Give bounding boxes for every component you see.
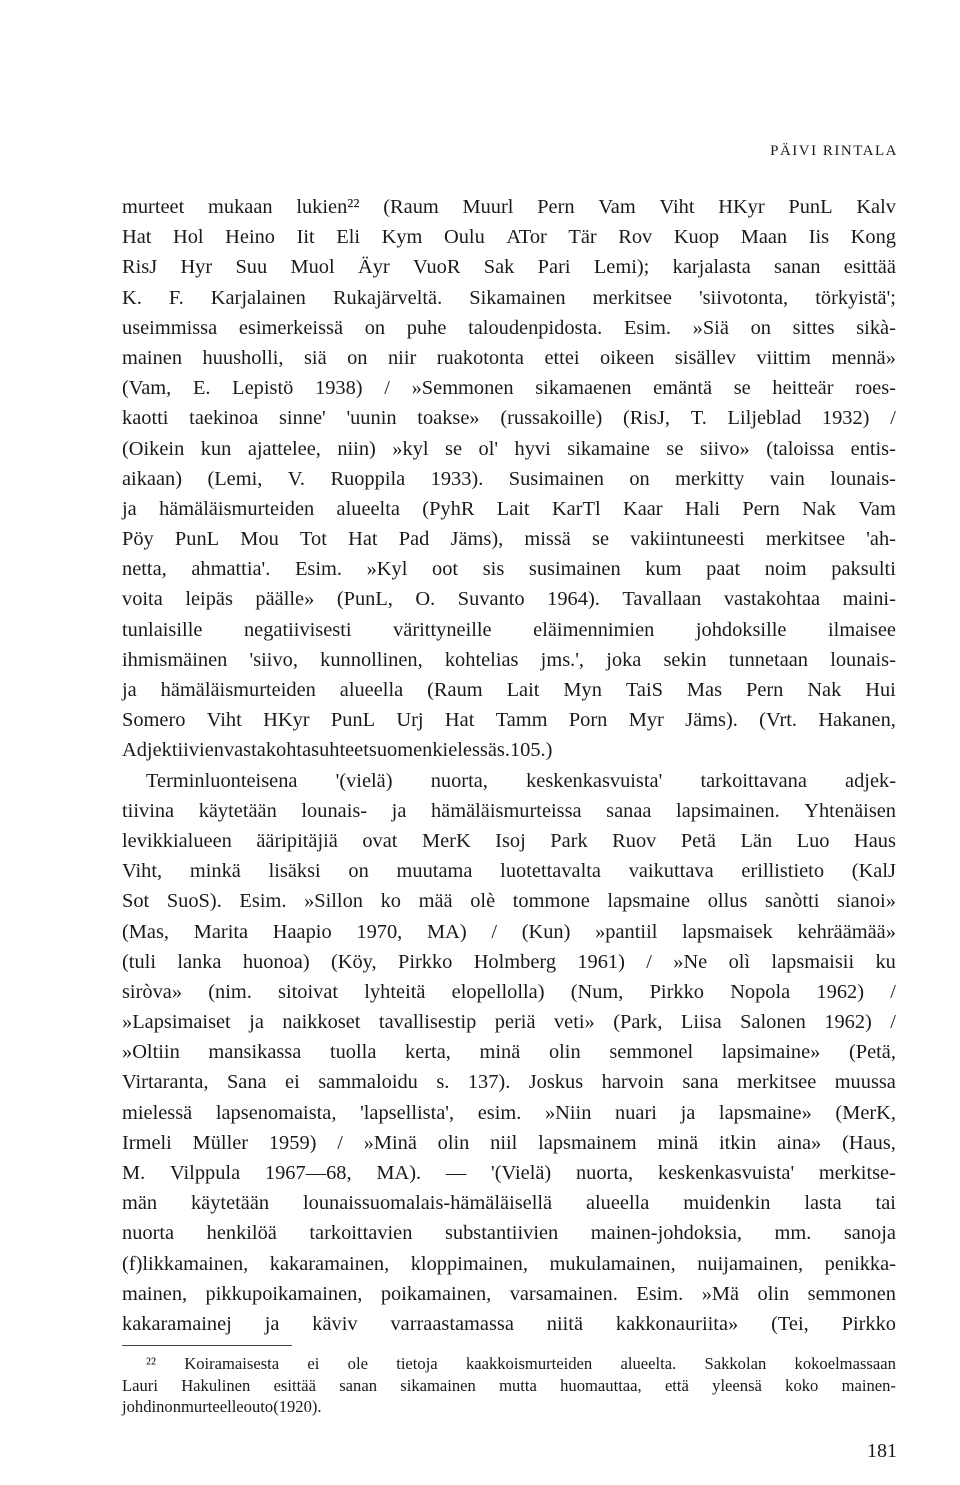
text-line: RisJ Hyr Suu Muol Äyr VuoR Sak Pari Lemi); karjalasta sanan esittää — [122, 256, 896, 279]
text-line: (Oikein kun ajattelee, niin) »kyl se ol' hyvi sikamaine se siivo» (taloissa entis- — [122, 437, 896, 460]
text-line: Pöy PunL Mou Tot Hat Pad Jäms), missä se vakiintuneesti merkitsee 'ah- — [122, 528, 896, 551]
text-line: mielessä lapsenomaista, 'lapsellista', esim. »Niin nuari ja lapsmaine» (MerK, — [122, 1101, 896, 1124]
body-text — [122, 192, 896, 1339]
text-line: Somero Viht HKyr PunL Urj Hat Tamm Porn Myr Jäms). (Vrt. Hakanen, — [122, 709, 896, 732]
text-line: »Lapsimaiset ja naikkoset tavallisestip periä veti» (Park, Liisa Salonen 1962) / — [122, 1011, 896, 1034]
text-line: kakaramainej ja käviv varraastamassa niitä kakkonauriita» (Tei, Pirkko — [122, 1312, 896, 1335]
text-line: mainen, pikkupoikamainen, poikamainen, varsamainen. Esim. »Mä olin semmonen — [122, 1282, 896, 1305]
text-line: mainen huusholli, siä on niir ruakotonta ettei oikeen sisällev viittim mennä» — [122, 346, 896, 369]
text-line: M. Vilppula 1967—68, MA). — '(Vielä) nuorta, keskenkasvuista' merkitse- — [122, 1162, 896, 1184]
text-line: nuorta henkilöä tarkoittavien substantiivien mainen-johdoksia, mm. sanoja — [122, 1222, 896, 1245]
page-number: 181 — [867, 1440, 897, 1462]
text-line: voita leipäs päälle» (PunL, O. Suvanto 1964). Tavallaan vastakohtaa maini- — [122, 588, 896, 611]
text-line: K. F. Karjalainen Rukajärveltä. Sikamainen merkitsee 'siivotonta, törkyistä'; — [122, 286, 896, 309]
text-line: tiivina käytetään lounais- ja hämäläismurteissa sanaa lapsimainen. Yhtenäisen — [122, 799, 896, 822]
text-line: netta, ahmattia'. Esim. »Kyl oot sis susimainen kum paat noim paksulti — [122, 558, 896, 581]
footnotes — [122, 1353, 896, 1418]
text-line: (Mas, Marita Haapio 1970, MA) / (Kun) »pantiil lapsmaisek kehräämää» — [122, 920, 896, 943]
text-line: Virtaranta, Sana ei sammaloidu s. 137). Joskus harvoin sana merkitsee muussa — [122, 1071, 896, 1094]
footnote-line: ²² Koiramaisesta ei ole tietoja kaakkoismurteiden alueelta. Sakkolan kokoelmassaan — [146, 1354, 896, 1373]
text-line: useimmissa esimerkeissä on puhe taloudenpidosta. Esim. »Siä on sittes sikà- — [122, 316, 896, 339]
text-line: siròva» (nim. sitoivat lyhteitä elopellolla) (Num, Pirkko Nopola 1962) / — [122, 980, 896, 1003]
footnote-line: johdin on murteelle outo (1920). — [122, 1397, 322, 1416]
text-line: murteet mukaan lukien²² (Raum Muurl Pern Vam Viht HKyr PunL Kalv — [122, 196, 896, 218]
footnote-rule — [122, 1345, 292, 1346]
text-line: ja hämäläismurteiden alueella (Raum Lait Myn TaiS Mas Pern Nak Hui — [122, 679, 896, 701]
text-line: Sot SuoS). Esim. »Sillon ko mää olè tommone lapsmaine ollus sanòtti sianoi» — [122, 890, 896, 913]
footnote-line: Lauri Hakulinen esittää sanan sikamainen mutta huomauttaa, että yleensä koko mainen- — [122, 1375, 896, 1395]
text-line: Adjektiivien vastakohtasuhteet suomen kielessä s. 105.) — [122, 739, 553, 762]
text-line: Viht, minkä lisäksi on muutama luotettavalta vaikuttava erillistieto (KalJ — [122, 860, 896, 883]
text-line: män käytetään lounaissuomalais-hämäläisellä alueella muidenkin lasta tai — [122, 1192, 896, 1215]
text-line: ja hämäläismurteiden alueelta (PyhR Lait KarTl Kaar Hali Pern Nak Vam — [122, 497, 896, 520]
text-line: Terminluonteisena '(vielä) nuorta, keskenkasvuista' tarkoittavana adjek- — [146, 769, 896, 792]
text-line: (Vam, E. Lepistö 1938) / »Semmonen sikamaenen emäntä se heitteär roes- — [122, 377, 896, 400]
text-line: Irmeli Müller 1959) / »Minä olin niil lapsmainem minä itkin aina» (Haus, — [122, 1131, 896, 1154]
text-line: levikkialueen ääripitäjiä ovat MerK Isoj Park Ruov Petä Län Luo Haus — [122, 829, 896, 852]
text-line: (f)likkamainen, kakaramainen, kloppimainen, mukulamainen, nuijamainen, penikka- — [122, 1252, 896, 1275]
text-line: (tuli lanka huonoa) (Köy, Pirkko Holmberg 1961) / »Ne olì lapsmaisii ku — [122, 950, 896, 973]
text-line: kaotti taekinoa sinne' 'uunin toakse» (russakoille) (RisJ, T. Liljeblad 1932) / — [122, 407, 896, 430]
text-line: »Oltiin mansikassa tuolla kerta, minä olin semmonel lapsimaine» (Petä, — [122, 1041, 896, 1064]
running-header: PÄIVI RINTALA — [770, 143, 898, 159]
text-line: Hat Hol Heino Iit Eli Kym Oulu ATor Tär Rov Kuop Maan Iis Kong — [122, 226, 896, 249]
text-line: ihmismäinen 'siivo, kunnollinen, kohtelias jms.', joka sekin tunnetaan lounais- — [122, 648, 896, 671]
text-line: tunlaisille negatiivisesti värittyneille eläimennimien johdoksille ilmaisee — [122, 618, 896, 641]
text-line: aikaan) (Lemi, V. Ruoppila 1933). Susimainen on merkitty vain lounais- — [122, 467, 896, 490]
